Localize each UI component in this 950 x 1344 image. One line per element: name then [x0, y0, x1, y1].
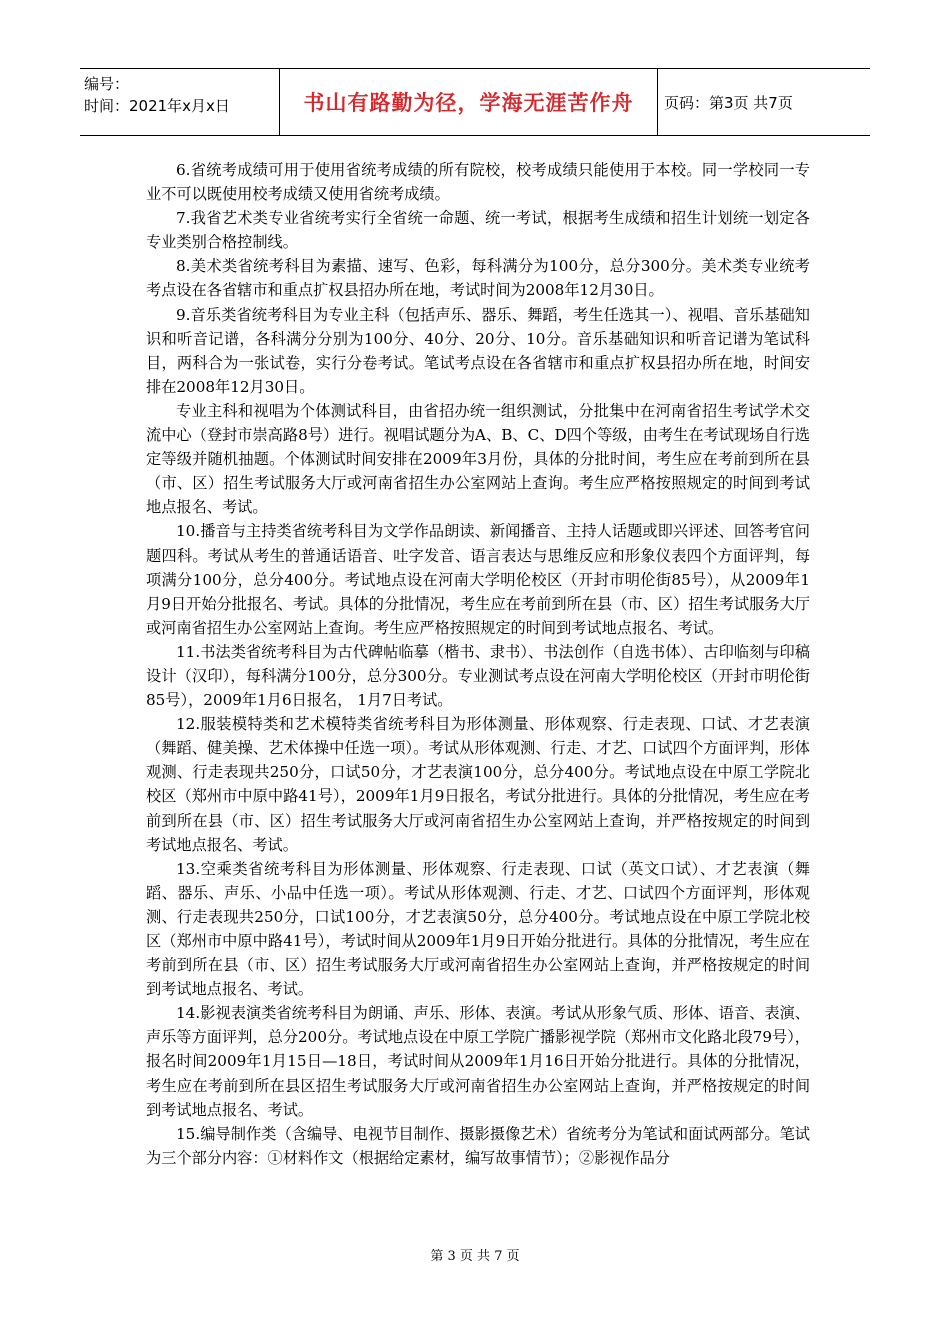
page-footer: 第 3 页 共 7 页 — [430, 1249, 520, 1264]
paragraph: 14.影视表演类省统考科目为朗诵、声乐、形体、表演。考试从形象气质、形体、语音、表演、声乐等方面评判，总分200分。考试地点设在中原工学院广播影视学院（郑州市文化路北段79号），报名时间2009年1月15日—18日，考试时间从2009年1月16日开始分批进行。具体的分批情况，考生应在考前到所在县区招生考试服务大厅或河南省招生办公室网站上查询，并严格按规定的时间到考试地点报名、考试。 — [146, 1004, 810, 1119]
document-body — [146, 158, 810, 1170]
page-header — [80, 68, 870, 136]
paragraph: 7.我省艺术类专业省统考实行全省统一命题、统一考试，根据考生成绩和招生计划统一划定各专业类别合格控制线。 — [146, 209, 810, 252]
paragraph: 6.省统考成绩可用于使用省统考成绩的所有院校，校考成绩只能使用于本校。同一学校同一专业不可以既使用校考成绩又使用省统考成绩。 — [146, 161, 810, 204]
paragraph: 9.音乐类省统考科目为专业主科（包括声乐、器乐、舞蹈，考生任选其一）、视唱、音乐基础知识和听音记谱，各科满分分别为100分、40分、20分、10分。音乐基础知识和听音记谱为笔试科目，两科合为一张试卷，实行分卷考试。笔试考点设在各省辖市和重点扩权县招办所在地，时间安排在2008年12月30日。 — [146, 305, 810, 396]
paragraph: 8.美术类省统考科目为素描、速写、色彩，每科满分为100分，总分300分。美术类专业统考考点设在各省辖市和重点扩权县招办所在地，考试时间为2008年12月30日。 — [146, 257, 810, 300]
paragraph: 10.播音与主持类省统考科目为文学作品朗读、新闻播音、主持人话题或即兴评述、回答考官问题四科。考试从考生的普通话语音、吐字发音、语言表达与思维反应和形象仪表四个方面评判，每项满分100分，总分400分。考试地点设在河南大学明伦校区（开封市明伦街85号），从2009年1月9日开始分批报名、考试。具体的分批情况，考生应在考前到所在县（市、区）招生考试服务大厅或河南省招生办公室网站上查询。考生应严格按照规定的时间到考试地点报名、考试。 — [146, 522, 810, 637]
header-meta — [80, 69, 280, 135]
paragraph: 专业主科和视唱为个体测试科目，由省招办统一组织测试，分批集中在河南省招生考试学术交流中心（登封市崇高路8号）进行。视唱试题分为A、B、C、D四个等级，由考生在考试现场自行选定等级并随机抽题。个体测试时间安排在2009年3月份，具体的分批时间，考生应在考前到所在县（市、区）招生考试服务大厅或河南省招生办公室网站上查询。考生应严格按照规定的时间到考试地点报名、考试。 — [146, 401, 810, 517]
paragraph: 12.服装模特类和艺术模特类省统考科目为形体测量、形体观察、行走表现、口试、才艺表演（舞蹈、健美操、艺术体操中任选一项）。考试从形体观测、行走、才艺、口试四个方面评判，形体观测、行走表现共250分，口试50分，才艺表演100分，总分400分。考试地点设在中原工学院北校区（郑州市中原中路41号），2009年1月9日报名，考试分批进行。具体的分批情况，考生应在考前到所在县（市、区）招生考试服务大厅或河南省招生办公室网站上查询，并严格按规定的时间到考试地点报名、考试。 — [146, 715, 810, 854]
document-number-label: 编号： — [84, 75, 130, 93]
paragraph: 13.空乘类省统考科目为形体测量、形体观察、行走表现、口试（英文口试）、才艺表演（舞蹈、器乐、声乐、小品中任选一项）。考试从形体观测、行走、才艺、口试四个方面评判，形体观测、行走表现共250分，口试100分，才艺表演50分，总分400分。考试地点设在中原工学院北校区（郑州市中原中路41号），考试时间从2009年1月9日开始分批进行。具体的分批情况，考生应在考前到所在县（市、区）招生考试服务大厅或河南省招生办公室网站上查询，并严格按规定的时间到考试地点报名、考试。 — [146, 859, 810, 999]
header-page-info: 页码：第3页 共7页 — [664, 93, 793, 112]
document-time-label: 时间：2021年x月x日 — [84, 97, 230, 115]
header-motto: 书山有路勤为径，学海无涯苦作舟 — [280, 69, 658, 135]
paragraph: 11.书法类省统考科目为古代碑帖临摹（楷书、隶书）、书法创作（自选书体）、古印临刻与印稿设计（汉印），每科满分100分，总分300分。专业测试考点设在河南大学明伦校区（开封市明伦街85号），2009年1月6日报名， 1月7日考试。 — [146, 642, 810, 710]
paragraph: 15.编导制作类（含编导、电视节目制作、摄影摄像艺术）省统考分为笔试和面试两部分。笔试为三个部分内容：①材料作文（根据给定素材，编写故事情节）；②影视作品分 — [146, 1124, 810, 1167]
